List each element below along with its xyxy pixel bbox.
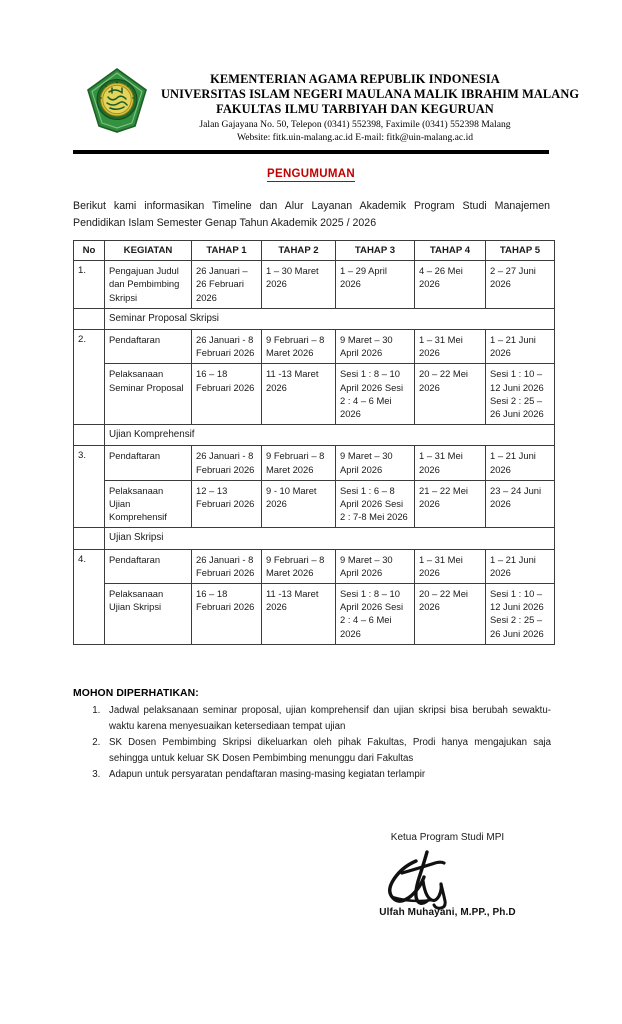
stage-4-value: 20 – 22 Mei 2026 (415, 364, 486, 425)
stage-5-value: 1 – 21 Juni 2026 (486, 446, 555, 480)
schedule-table (73, 240, 555, 645)
uin-malang-logo-icon (86, 68, 148, 134)
stage-2-value: 9 - 10 Maret 2026 (262, 480, 336, 528)
list-item: 2. SK Dosen Pembimbing Skripsi dikeluarkan oleh pihak Fakultas, Prodi hanya mengajukan saja sehingga untuk keluar SK Dosen Pembimbing menunggu dari Fakultas (103, 735, 551, 766)
table-row (74, 330, 555, 364)
section-title-ujian-skripsi: Ujian Skripsi (105, 528, 555, 549)
stage-3-value: 1 – 29 April 2026 (336, 261, 415, 309)
stage-4-value: 4 – 26 Mei 2026 (415, 261, 486, 309)
page-title (0, 168, 622, 180)
stage-5-value: 1 – 21 Juni 2026 (486, 330, 555, 364)
activity-name: Pendaftaran (105, 549, 192, 583)
stage-3-value: 9 Maret – 30 April 2026 (336, 446, 415, 480)
stage-4-value: 20 – 22 Mei 2026 (415, 584, 486, 645)
handwritten-signature-icon (345, 845, 550, 911)
page-title-text: PENGUMUMAN (267, 168, 355, 180)
row-number-spacer (74, 308, 105, 329)
letterhead (73, 62, 580, 148)
notes-list (73, 703, 551, 783)
stage-2-value: 9 Februari – 8 Maret 2026 (262, 446, 336, 480)
table-section-row (74, 425, 555, 446)
row-number: 2. (74, 330, 105, 425)
section-title-ujian-komprehensif: Ujian Komprehensif (105, 425, 555, 446)
row-number: 4. (74, 549, 105, 644)
stage-5-value: 2 – 27 Juni 2026 (486, 261, 555, 309)
stage-2-value: 11 -13 Maret 2026 (262, 584, 336, 645)
col-header-no: No (74, 241, 105, 261)
row-number: 3. (74, 446, 105, 528)
ministry-name: KEMENTERIAN AGAMA REPUBLIK INDONESIA (210, 72, 500, 86)
stage-1-value: 26 Januari - 8 Februari 2026 (192, 330, 262, 364)
stage-3-value: Sesi 1 : 8 – 10 April 2026 Sesi 2 : 4 – 6 Mei 2026 (336, 364, 415, 425)
university-name: UNIVERSITAS ISLAM NEGERI MAULANA MALIK IBRAHIM MALANG (161, 87, 580, 102)
signatory-name: Ulfah Muhayani, M.PP., Ph.D (379, 907, 516, 918)
stage-4-value: 1 – 31 Mei 2026 (415, 330, 486, 364)
table-row (74, 480, 555, 528)
stage-4-value: 1 – 31 Mei 2026 (415, 549, 486, 583)
stage-4-value: 1 – 31 Mei 2026 (415, 446, 486, 480)
stage-2-value: 9 Februari – 8 Maret 2026 (262, 549, 336, 583)
stage-1-value: 16 – 18 Februari 2026 (192, 364, 262, 425)
activity-name: Pengajuan Judul dan Pembimbing Skripsi (105, 261, 192, 309)
activity-name: Pelaksanaan Seminar Proposal (105, 364, 192, 425)
table-row (74, 364, 555, 425)
list-item: 1. Jadwal pelaksanaan seminar proposal, ujian komprehensif dan ujian skripsi bisa berubah sewaktu-waktu karena menyesuaikan ketersediaan tempat ujian (103, 703, 551, 734)
row-number: 1. (74, 261, 105, 309)
stage-5-value: 23 – 24 Juni 2026 (486, 480, 555, 528)
signatory-role: Ketua Program Studi MPI (390, 832, 505, 843)
col-header-tahap-1: TAHAP 1 (192, 241, 262, 261)
activity-name: Pelaksanaan Ujian Skripsi (105, 584, 192, 645)
stage-1-value: 12 – 13 Februari 2026 (192, 480, 262, 528)
stage-5-value: Sesi 1 : 10 – 12 Juni 2026 Sesi 2 : 25 – 26 Juni 2026 (486, 364, 555, 425)
table-header-row (74, 241, 555, 261)
col-header-kegiatan: KEGIATAN (105, 241, 192, 261)
stage-1-value: 26 Januari - 8 Februari 2026 (192, 446, 262, 480)
stage-2-value: 1 – 30 Maret 2026 (262, 261, 336, 309)
stage-1-value: 16 – 18 Februari 2026 (192, 584, 262, 645)
stage-3-value: 9 Maret – 30 April 2026 (336, 330, 415, 364)
section-title-seminar-proposal: Seminar Proposal Skripsi (105, 308, 555, 329)
table-row (74, 261, 555, 309)
row-number-spacer (74, 425, 105, 446)
table-row (74, 446, 555, 480)
website-line: Website: fitk.uin-malang.ac.id E-mail: fitk@uin-malang.ac.id (236, 131, 474, 143)
activity-name: Pelaksanaan Ujian Komprehensif (105, 480, 192, 528)
schedule-table-wrapper (73, 240, 551, 645)
faculty-name: FAKULTAS ILMU TARBIYAH DAN KEGURUAN (216, 102, 494, 117)
notes-section (73, 688, 551, 784)
stage-5-value: Sesi 1 : 10 – 12 Juni 2026 Sesi 2 : 25 – 26 Juni 2026 (486, 584, 555, 645)
table-row (74, 584, 555, 645)
letterhead-text (161, 72, 580, 144)
table-section-row (74, 528, 555, 549)
table-section-row (74, 308, 555, 329)
stage-1-value: 26 Januari - 8 Februari 2026 (192, 549, 262, 583)
notes-title: MOHON DIPERHATIKAN: (73, 688, 199, 699)
stage-3-value: Sesi 1 : 6 – 8 April 2026 Sesi 2 : 7-8 Mei 2026 (336, 480, 415, 528)
address-line: Jalan Gajayana No. 50, Telepon (0341) 552398, Faximile (0341) 552398 Malang (199, 118, 511, 130)
stage-2-value: 9 Februari – 8 Maret 2026 (262, 330, 336, 364)
col-header-tahap-2: TAHAP 2 (262, 241, 336, 261)
row-number-spacer (74, 528, 105, 549)
stage-3-value: Sesi 1 : 8 – 10 April 2026 Sesi 2 : 4 – 6 Mei 2026 (336, 584, 415, 645)
stage-1-value: 26 Januari – 26 Februari 2026 (192, 261, 262, 309)
activity-name: Pendaftaran (105, 330, 192, 364)
stage-4-value: 21 – 22 Mei 2026 (415, 480, 486, 528)
list-item: 3. Adapun untuk persyaratan pendaftaran masing-masing kegiatan terlampir (103, 767, 551, 783)
header-divider (73, 150, 549, 154)
stage-2-value: 11 -13 Maret 2026 (262, 364, 336, 425)
activity-name: Pendaftaran (105, 446, 192, 480)
col-header-tahap-5: TAHAP 5 (486, 241, 555, 261)
stage-5-value: 1 – 21 Juni 2026 (486, 549, 555, 583)
intro-paragraph: Berikut kami informasikan Timeline dan Alur Layanan Akademik Program Studi Manajemen Pendidikan Islam Semester Genap Tahun Akademik 2025 / 2026 (73, 200, 550, 229)
col-header-tahap-4: TAHAP 4 (415, 241, 486, 261)
stage-3-value: 9 Maret – 30 April 2026 (336, 549, 415, 583)
signature-block (345, 832, 550, 918)
table-row (74, 549, 555, 583)
col-header-tahap-3: TAHAP 3 (336, 241, 415, 261)
